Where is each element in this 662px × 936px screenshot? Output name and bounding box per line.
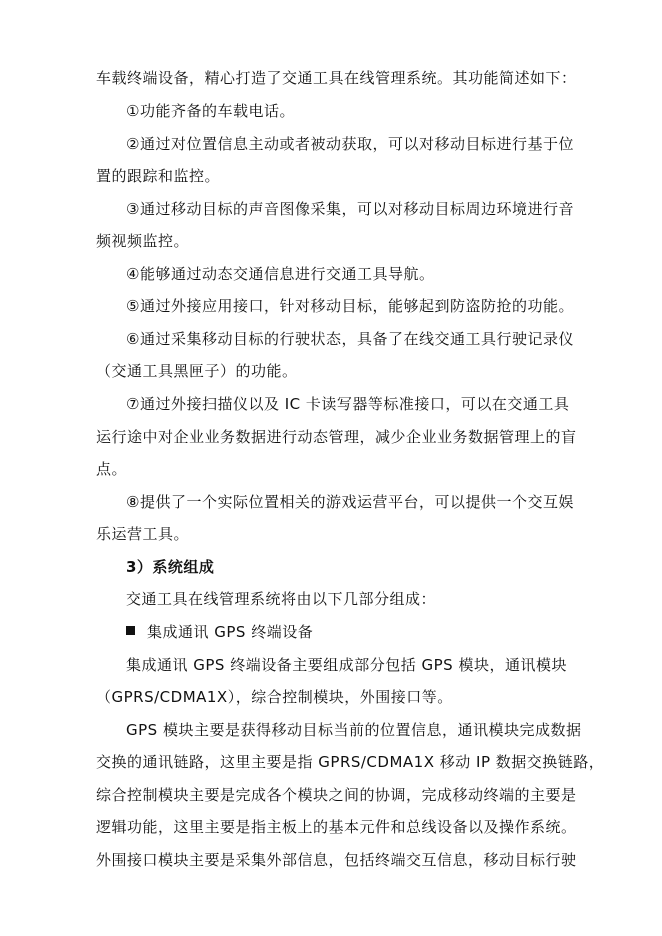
feature-item-4: ④能够通过动态交通信息进行交通工具导航。: [126, 265, 435, 283]
section-heading: 3）系统组成: [126, 558, 215, 576]
feature-item-6-cont: （交通工具黑匣子）的功能。: [96, 362, 298, 380]
feature-item-3-cont: 频视频监控。: [96, 232, 190, 250]
feature-item-1: ①功能齐备的车载电话。: [126, 102, 295, 120]
bullet-item-label: 集成通讯 GPS 终端设备: [147, 623, 314, 641]
paragraph-line: 车载终端设备，精心打造了交通工具在线管理系统。其功能简述如下：: [96, 69, 577, 87]
square-bullet-icon: [126, 626, 135, 635]
paragraph-line: 集成通讯 GPS 终端设备主要组成部分包括 GPS 模块，通讯模块: [126, 656, 567, 674]
section-intro: 交通工具在线管理系统将由以下几部分组成：: [126, 590, 437, 608]
feature-item-3: ③通过移动目标的声音图像采集，可以对移动目标周边环境进行音: [126, 200, 574, 218]
bullet-item: [126, 622, 313, 642]
feature-item-8-cont: 乐运营工具。: [96, 525, 190, 543]
feature-item-7: ⑦通过外接扫描仪以及 IC 卡读写器等标准接口，可以在交通工具: [126, 395, 570, 413]
feature-item-5: ⑤通过外接应用接口，针对移动目标，能够起到防盗防抢的功能。: [126, 297, 574, 315]
feature-item-6: ⑥通过采集移动目标的行驶状态，具备了在线交通工具行驶记录仪: [126, 330, 574, 348]
feature-item-8: ⑧提供了一个实际位置相关的游戏运营平台，可以提供一个交互娱: [126, 493, 574, 511]
feature-item-2: ②通过对位置信息主动或者被动获取，可以对移动目标进行基于位: [126, 135, 574, 153]
paragraph-line: 交换的通讯链路，这里主要是指 GPRS/CDMA1X 移动 IP 数据交换链路，: [96, 753, 605, 771]
feature-item-7-cont-2: 点。: [96, 460, 128, 478]
paragraph-line: 逻辑功能，这里主要是指主板上的基本元件和总线设备以及操作系统。: [96, 818, 577, 836]
feature-item-2-cont: 置的跟踪和监控。: [96, 167, 221, 185]
paragraph-line: 综合控制模块主要是完成各个模块之间的协调，完成移动终端的主要是: [96, 786, 577, 804]
paragraph-line: （GPRS/CDMA1X），综合控制模块，外围接口等。: [96, 688, 453, 706]
paragraph-line: 外围接口模块主要是采集外部信息，包括终端交互信息，移动目标行驶: [96, 851, 577, 869]
paragraph-line: GPS 模块主要是获得移动目标当前的位置信息，通讯模块完成数据: [126, 721, 582, 739]
feature-item-7-cont: 运行途中对企业业务数据进行动态管理，减少企业业务数据管理上的盲: [96, 428, 577, 446]
